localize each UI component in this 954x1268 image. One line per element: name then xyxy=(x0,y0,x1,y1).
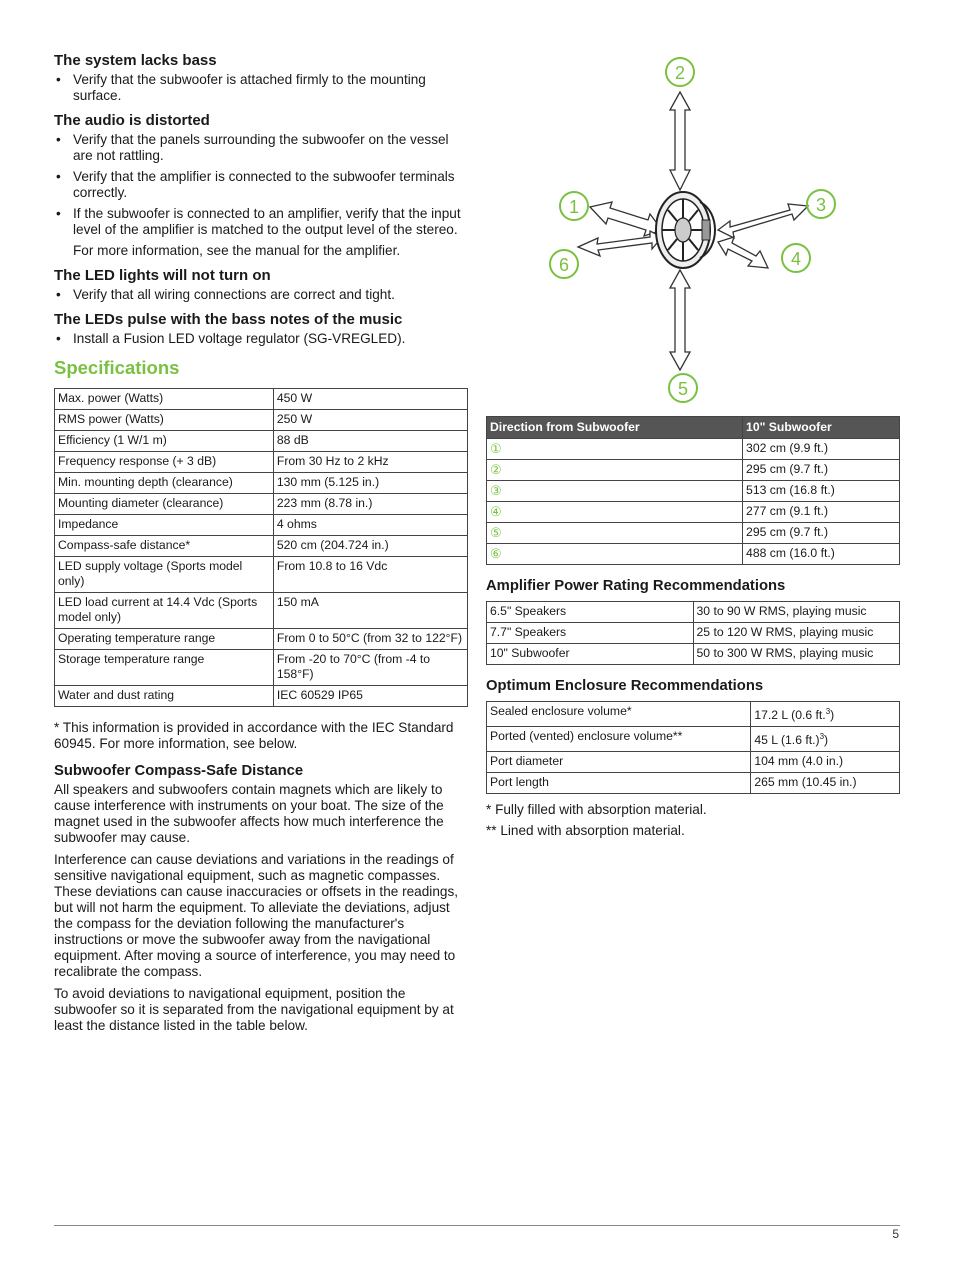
speaker-type: 7.7" Speakers xyxy=(487,623,694,644)
spec-value: From 10.8 to 16 Vdc xyxy=(273,557,467,593)
value-text: 265 mm (10.45 in.) xyxy=(754,775,857,790)
arrow-down xyxy=(670,270,690,370)
spec-label: Max. power (Watts) xyxy=(55,389,274,410)
table-row xyxy=(487,481,900,502)
enclosure-value xyxy=(751,752,900,773)
bullet-item: • Verify that all wiring connections are correct and tight. xyxy=(54,287,468,303)
spec-label: Mounting diameter (clearance) xyxy=(55,494,274,515)
arrow-up xyxy=(670,92,690,190)
table-row xyxy=(55,515,468,536)
bullet-item: • Verify that the panels surrounding the subwoofer on the vessel are not rattling. xyxy=(54,132,468,164)
table-row xyxy=(487,502,900,523)
spec-label: Operating temperature range xyxy=(55,629,274,650)
direction-number: ① xyxy=(487,439,743,460)
spec-value: From 0 to 50°C (from 32 to 122°F) xyxy=(273,629,467,650)
page-number: 5 xyxy=(892,1227,899,1241)
trouble-section xyxy=(54,52,468,104)
table-row xyxy=(55,431,468,452)
label-5: 5 xyxy=(677,379,689,399)
spec-label: Impedance xyxy=(55,515,274,536)
power-rating: 25 to 120 W RMS, playing music xyxy=(693,623,900,644)
paragraph: Interference can cause deviations and variations in the readings of sensitive navigational equipment, such as magnetic compasses. These deviations can cause inaccuracies or offsets in the readings, but will not harm the equipment. To alleviate the deviations, adjust the compass for the deviation following the manufacturer's instructions or move the subwoofer away from the navigational equipment. After moving a source of interference, you may need to recalibrate the compass. xyxy=(54,852,459,979)
table-row xyxy=(55,629,468,650)
table-row xyxy=(55,452,468,473)
table-row xyxy=(55,593,468,629)
paragraph: To avoid deviations to navigational equipment, position the subwoofer so it is separated from the navigational equipment by at least the distance listed in the table below. xyxy=(54,986,454,1033)
table-row xyxy=(55,410,468,431)
trouble-section xyxy=(54,267,468,303)
table-row xyxy=(487,602,900,623)
left-column xyxy=(54,52,468,1040)
spec-value: 223 mm (8.78 in.) xyxy=(273,494,467,515)
arrow-lower-right xyxy=(718,237,768,268)
bullet-list xyxy=(54,287,468,303)
label-4: 4 xyxy=(790,249,802,269)
bullet-list xyxy=(54,331,468,347)
right-column xyxy=(486,416,900,844)
amplifier-table xyxy=(486,601,900,665)
compass-safe-heading: Subwoofer Compass-Safe Distance xyxy=(54,763,304,779)
paragraph: All speakers and subwoofers contain magnets which are likely to cause interference with instruments on your boat. The size of the magnet used in the subwoofer affects how much interference the subwoofer may cause. xyxy=(54,782,444,845)
trouble-heading: The LEDs pulse with the bass notes of the music xyxy=(54,311,403,328)
spec-label: Min. mounting depth (clearance) xyxy=(55,473,274,494)
trouble-section xyxy=(54,311,468,347)
table-row xyxy=(487,752,900,773)
enclosure-value xyxy=(751,702,900,727)
spec-value: From 30 Hz to 2 kHz xyxy=(273,452,467,473)
enclosure-value xyxy=(751,773,900,794)
label-2: 2 xyxy=(674,63,686,83)
power-rating: 50 to 300 W RMS, playing music xyxy=(693,644,900,665)
enclosure-heading: Optimum Enclosure Recommendations xyxy=(486,678,764,694)
enclosure-table xyxy=(486,701,900,794)
distance-value: 302 cm (9.9 ft.) xyxy=(743,439,900,460)
table-row xyxy=(487,544,900,565)
distance-value: 295 cm (9.7 ft.) xyxy=(743,460,900,481)
table-row xyxy=(487,727,900,752)
value-tail: ) xyxy=(824,733,829,748)
enclosure-label: Port diameter xyxy=(487,752,751,773)
specifications-table xyxy=(54,388,468,707)
spec-value: 250 W xyxy=(273,410,467,431)
table-row xyxy=(487,773,900,794)
spec-value: 4 ohms xyxy=(273,515,467,536)
footer-rule xyxy=(54,1225,900,1226)
spec-value: 450 W xyxy=(273,389,467,410)
spec-label: Water and dust rating xyxy=(55,686,274,707)
troubleshooting-section xyxy=(54,52,468,347)
enclosure-notes xyxy=(486,802,900,839)
column-header: Direction from Subwoofer xyxy=(487,417,743,439)
table-row xyxy=(487,644,900,665)
label-1: 1 xyxy=(568,197,580,217)
specifications-heading: Specifications xyxy=(54,357,180,378)
trouble-section xyxy=(54,112,468,259)
direction-number: ② xyxy=(487,460,743,481)
distance-value: 488 cm (16.0 ft.) xyxy=(743,544,900,565)
bullet-list xyxy=(54,72,468,104)
direction-diagram xyxy=(540,52,850,407)
spec-value: 150 mA xyxy=(273,593,467,629)
direction-distance-table xyxy=(486,416,900,565)
spec-label: RMS power (Watts) xyxy=(55,410,274,431)
amplifier-heading: Amplifier Power Rating Recommendations xyxy=(486,578,786,594)
distance-value: 295 cm (9.7 ft.) xyxy=(743,523,900,544)
spec-label: Compass-safe distance* xyxy=(55,536,274,557)
table-row xyxy=(55,536,468,557)
spec-value: From -20 to 70°C (from -4 to 158°F) xyxy=(273,650,467,686)
table-row xyxy=(487,460,900,481)
enclosure-label: Ported (vented) enclosure volume** xyxy=(487,727,751,752)
value-superscript: 3 xyxy=(819,732,825,742)
direction-number: ⑥ xyxy=(487,544,743,565)
enclosure-label: Sealed enclosure volume* xyxy=(487,702,751,727)
label-3: 3 xyxy=(815,195,827,215)
spec-label: LED supply voltage (Sports model only) xyxy=(55,557,274,593)
table-row xyxy=(55,557,468,593)
column-header: 10" Subwoofer xyxy=(743,417,900,439)
table-row xyxy=(487,523,900,544)
table-row xyxy=(55,389,468,410)
label-6: 6 xyxy=(558,255,570,275)
value-text: 45 L (1.6 ft.) xyxy=(754,733,820,748)
arrow-lower-left xyxy=(578,231,662,256)
bullet-item: • Verify that the subwoofer is attached firmly to the mounting surface. xyxy=(54,72,468,104)
spec-value: IEC 60529 IP65 xyxy=(273,686,467,707)
spec-label: LED load current at 14.4 Vdc (Sports model only) xyxy=(55,593,274,629)
speaker-type: 10" Subwoofer xyxy=(487,644,694,665)
speaker-type: 6.5" Speakers xyxy=(487,602,694,623)
trouble-heading: The LED lights will not turn on xyxy=(54,267,271,284)
table-row xyxy=(487,702,900,727)
value-superscript: 3 xyxy=(825,707,831,716)
trouble-heading: The system lacks bass xyxy=(54,52,217,69)
bullet-item: • Verify that the amplifier is connected to the subwoofer terminals correctly. xyxy=(54,169,468,201)
distance-value: 277 cm (9.1 ft.) xyxy=(743,502,900,523)
footnote: * Fully filled with absorption material. xyxy=(486,802,707,818)
arrow-right xyxy=(718,204,808,238)
enclosure-label: Port length xyxy=(487,773,751,794)
footnote: ** Lined with absorption material. xyxy=(486,823,685,839)
value-text: 17.2 L (0.6 ft. xyxy=(754,708,826,723)
table-row xyxy=(487,439,900,460)
specs-footnote: * This information is provided in accordance with the IEC Standard 60945. For more information, see below. xyxy=(54,720,454,751)
direction-number: ④ xyxy=(487,502,743,523)
spec-label: Frequency response (+ 3 dB) xyxy=(55,452,274,473)
enclosure-value xyxy=(751,727,900,752)
direction-number: ③ xyxy=(487,481,743,502)
table-row xyxy=(55,686,468,707)
table-row xyxy=(55,650,468,686)
table-row xyxy=(55,494,468,515)
bullet-list xyxy=(54,132,468,238)
spec-value: 130 mm (5.125 in.) xyxy=(273,473,467,494)
table-row xyxy=(487,623,900,644)
value-tail: ) xyxy=(830,708,835,723)
compass-safe-text xyxy=(54,782,468,1034)
bullet-item: • If the subwoofer is connected to an amplifier, verify that the input level of the amplifier is matched to the output level of the stereo. xyxy=(54,206,468,238)
spec-label: Storage temperature range xyxy=(55,650,274,686)
trouble-note: For more information, see the manual for the amplifier. xyxy=(73,243,401,258)
power-rating: 30 to 90 W RMS, playing music xyxy=(693,602,900,623)
trouble-heading: The audio is distorted xyxy=(54,112,210,129)
subwoofer-image xyxy=(656,192,715,268)
value-text: 104 mm (4.0 in.) xyxy=(754,754,844,769)
direction-number: ⑤ xyxy=(487,523,743,544)
spec-value: 88 dB xyxy=(273,431,467,452)
table-header-row xyxy=(487,417,900,439)
spec-label: Efficiency (1 W/1 m) xyxy=(55,431,274,452)
distance-value: 513 cm (16.8 ft.) xyxy=(743,481,900,502)
spec-value: 520 cm (204.724 in.) xyxy=(273,536,467,557)
table-row xyxy=(55,473,468,494)
bullet-item: • Install a Fusion LED voltage regulator (SG-VREGLED). xyxy=(54,331,468,347)
